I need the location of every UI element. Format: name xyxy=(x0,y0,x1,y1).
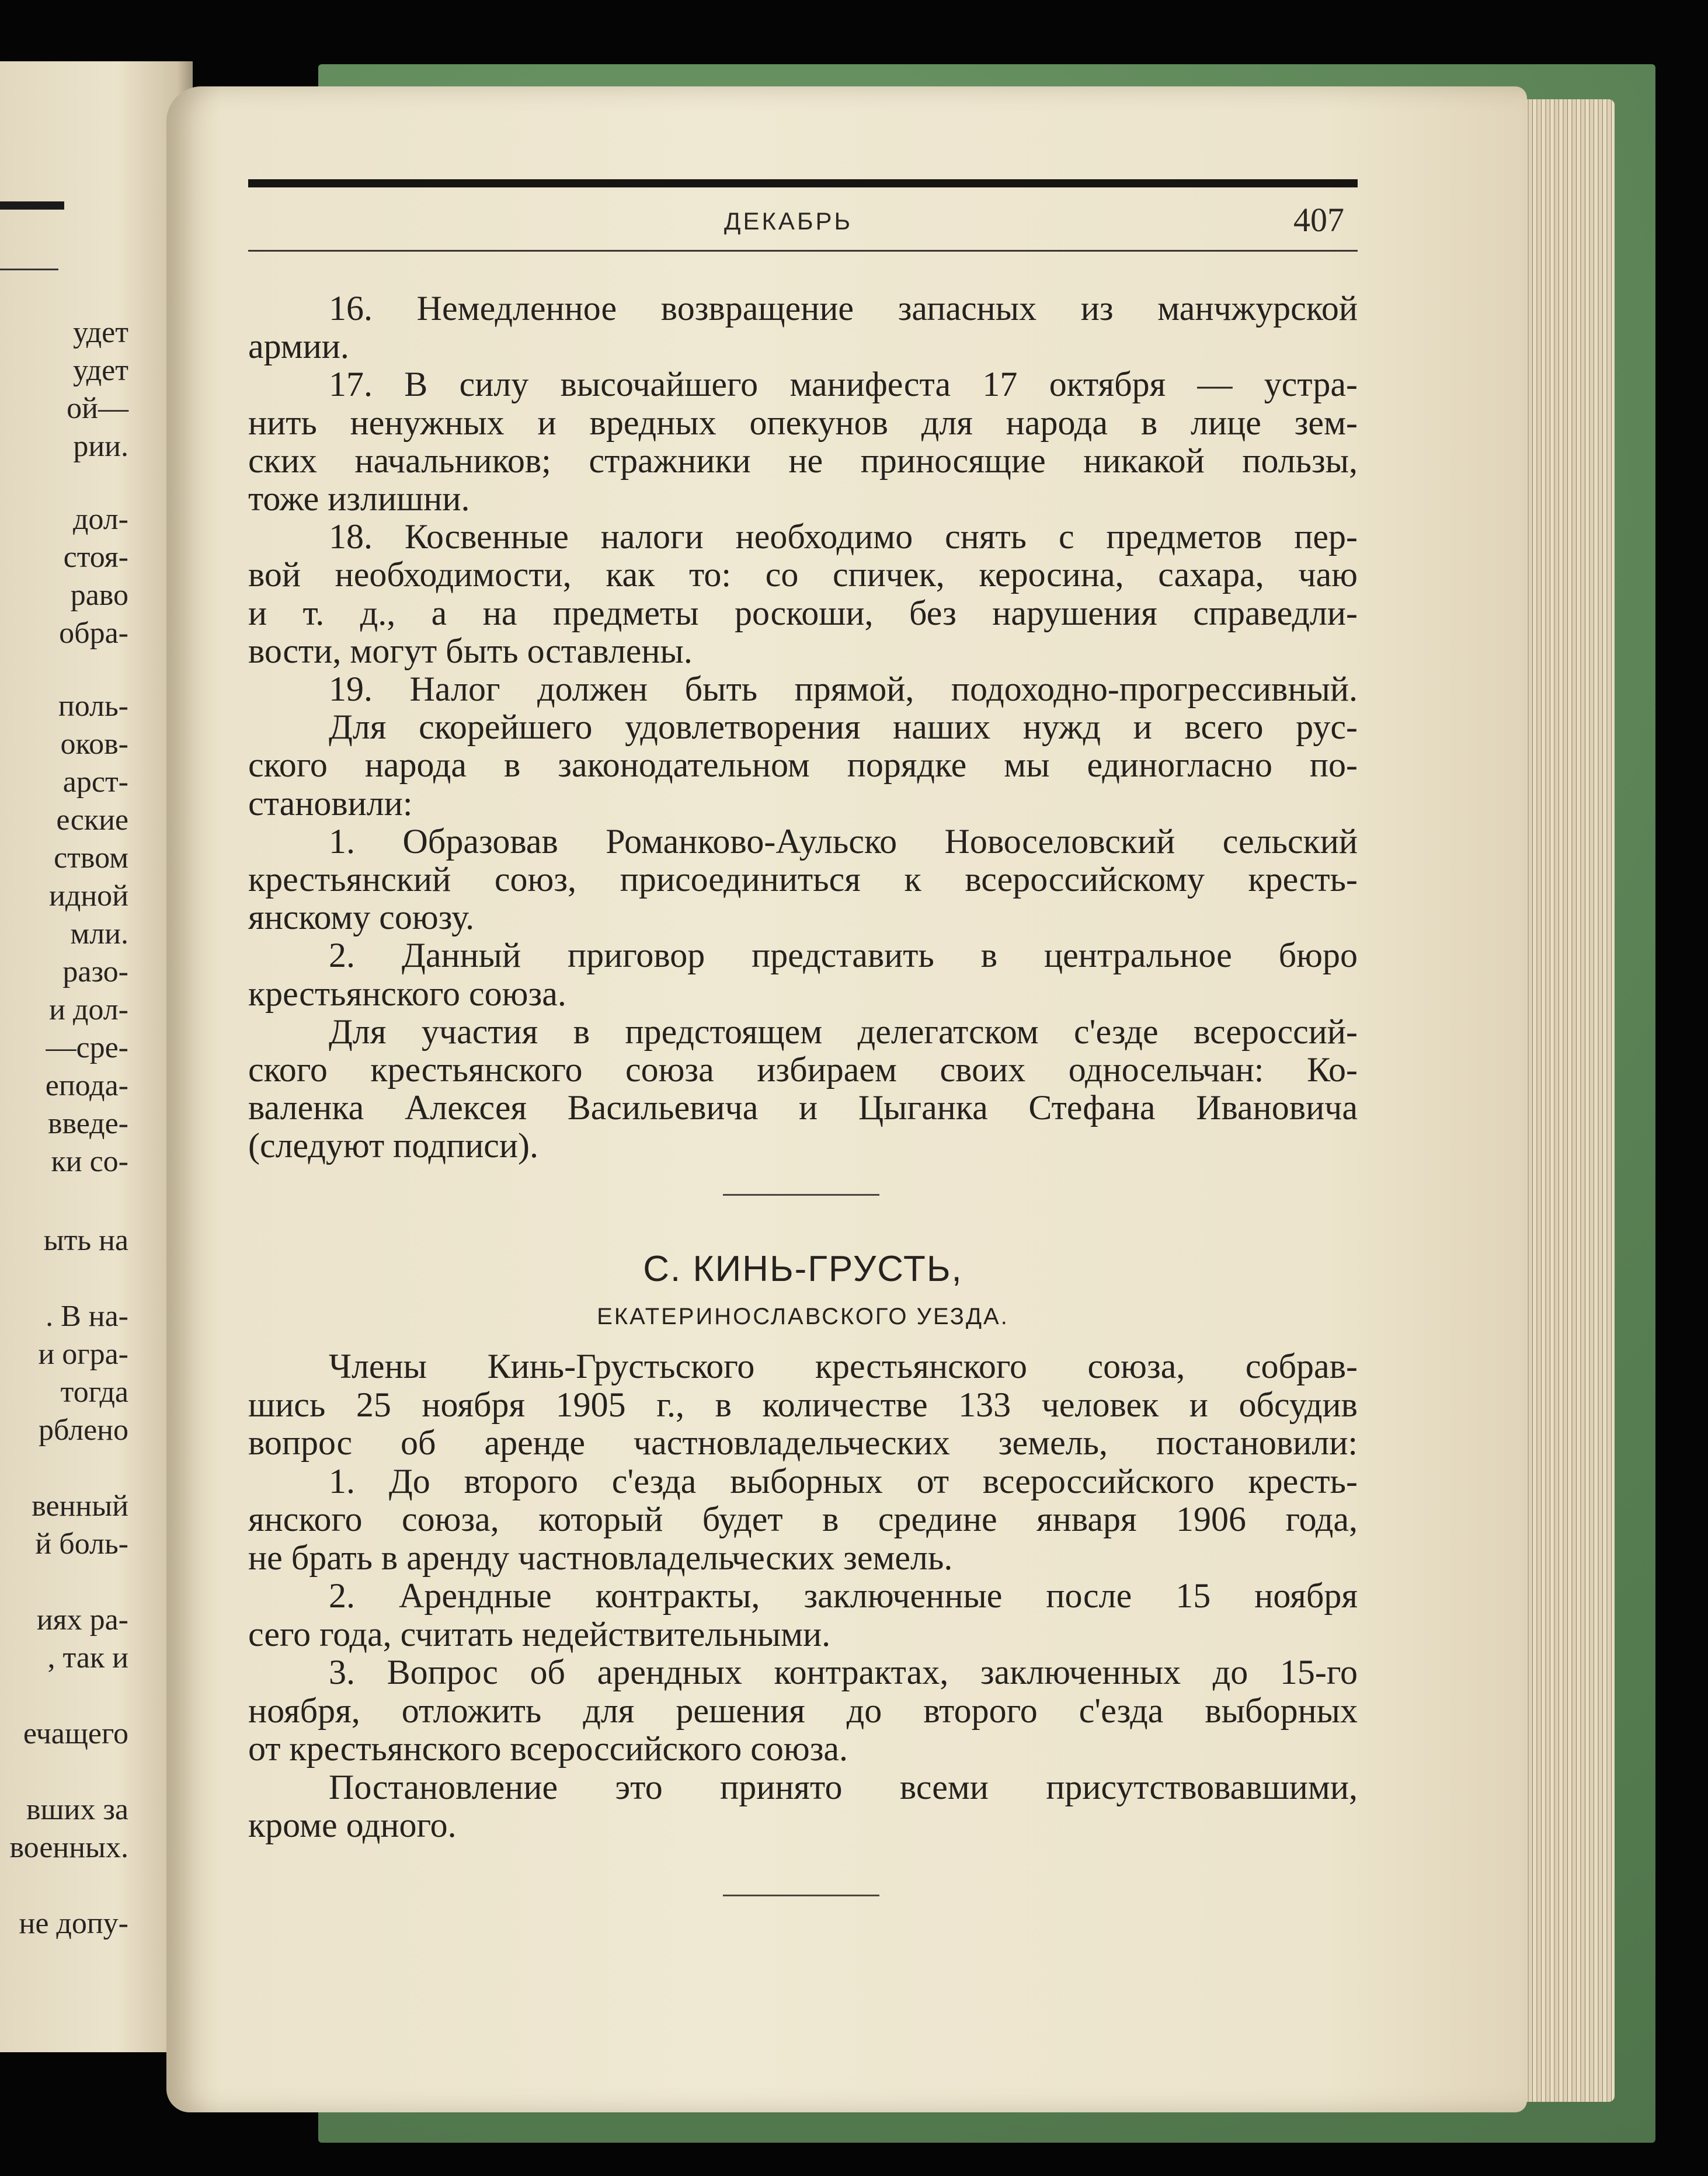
left-fragment-line: удет xyxy=(73,316,128,349)
text-line: ского крестьянского союза избираем своих односельчан: Ко- xyxy=(248,1050,1358,1089)
text-line: валенка Алексея Васильевича и Цыганка Стефана Ивановича xyxy=(248,1088,1358,1127)
section-subtitle: ЕКАТЕРИНОСЛАВСКОГО УЕЗДА. xyxy=(597,1304,1009,1329)
left-fragment-line: епода- xyxy=(45,1069,128,1102)
text-line: Для участия в предстоящем делегатском с'езде всероссий- xyxy=(329,1012,1358,1051)
left-fragment-line: дол- xyxy=(72,503,128,536)
left-fragment-line: арст- xyxy=(62,765,128,799)
text-line: крестьянский союз, присоединиться к всероссийскому кресть- xyxy=(248,860,1358,899)
left-fragment-line: идной xyxy=(49,879,128,913)
text-line: вопрос об аренде частновладельческих земель, постановили: xyxy=(248,1423,1358,1462)
text-line: тоже излишни. xyxy=(248,479,470,518)
left-fragment-line: стоя- xyxy=(63,541,128,574)
text-line: 1. Образовав Романково-Аульско Новоселовский сельский xyxy=(329,821,1358,861)
left-fragment-line: тогда xyxy=(60,1376,128,1409)
left-fragment-line: и огра- xyxy=(38,1338,128,1371)
text-line: вости, могут быть оставлены. xyxy=(248,631,693,670)
section-separator-top xyxy=(723,1194,879,1196)
running-head: ДЕКАБРЬ xyxy=(724,207,853,235)
left-fragment-line: мли. xyxy=(70,917,128,951)
text-line: становили: xyxy=(248,784,413,823)
text-line: (следуют подписи). xyxy=(248,1126,539,1165)
text-line: крестьянского союза. xyxy=(248,974,566,1013)
page-number: 407 xyxy=(1293,201,1344,239)
left-header-rule xyxy=(0,201,64,210)
text-line: Для скорейшего удовлетворения наших нужд и всего рус- xyxy=(329,708,1358,747)
left-fragment-line: оков- xyxy=(60,727,128,761)
text-line: 2. Данный приговор представить в центральное бюро xyxy=(329,936,1358,975)
left-fragment-line: еские xyxy=(56,803,128,837)
text-line: сего года, считать недействительными. xyxy=(248,1614,831,1653)
text-line: Постановление это принято всеми присутствовавшими, xyxy=(329,1767,1358,1806)
left-fragment-line: раво xyxy=(70,579,128,612)
left-fragment-line: иях ра- xyxy=(36,1603,128,1637)
text-line: 3. Вопрос об арендных контрактах, заключенных до 15-го xyxy=(329,1653,1358,1691)
left-thin-rule xyxy=(0,269,58,270)
section-title: С. КИНЬ-ГРУСТЬ, xyxy=(643,1249,963,1289)
left-fragment-line: ки со- xyxy=(51,1145,128,1178)
text-line: Члены Кинь-Грустьского крестьянского союза, собрав- xyxy=(329,1347,1358,1385)
left-fragment-line: , так и xyxy=(47,1641,128,1674)
text-line: кроме одного. xyxy=(248,1806,457,1844)
left-fragment-line: рии. xyxy=(73,430,128,463)
header-thick-rule xyxy=(248,179,1358,187)
left-fragment-line: не допу- xyxy=(19,1907,128,1940)
left-fragment-line: венный xyxy=(32,1489,128,1523)
text-line: 17. В силу высочайшего манифеста 17 октября — устра- xyxy=(329,365,1358,404)
text-line: нить ненужных и вредных опекунов для народа в лице зем- xyxy=(248,403,1358,442)
left-fragment-line: рблено xyxy=(38,1413,128,1447)
left-fragment-line: ством xyxy=(54,841,128,875)
left-fragment-line: ыть на xyxy=(43,1224,128,1257)
left-page xyxy=(0,61,193,2052)
left-fragment-line: . В на- xyxy=(46,1300,128,1333)
text-line: ского народа в законодательном порядке мы единогласно по- xyxy=(248,746,1358,785)
text-line: от крестьянского всероссийского союза. xyxy=(248,1729,848,1768)
text-line: армии. xyxy=(248,327,349,366)
left-fragment-line: введе- xyxy=(47,1107,128,1140)
text-line: и т. д., а на предметы роскоши, без нарушения справедли- xyxy=(248,593,1358,632)
section-separator-bottom xyxy=(723,1895,879,1896)
left-fragment-line: военных. xyxy=(9,1831,128,1864)
text-line: 18. Косвенные налоги необходимо снять с предметов пер- xyxy=(329,517,1358,556)
text-line: шись 25 ноября 1905 г., в количестве 133 человек и обсудив xyxy=(248,1385,1358,1424)
text-line: 16. Немедленное возвращение запасных из манчжурской xyxy=(329,289,1358,328)
text-line: янского союза, который будет в средине января 1906 года, xyxy=(248,1500,1358,1538)
left-fragment-line: вших за xyxy=(26,1793,128,1826)
header-thin-rule xyxy=(248,250,1358,252)
text-line: ских начальников; стражники не приносящие никакой пользы, xyxy=(248,441,1358,480)
left-fragment-line: и дол- xyxy=(49,993,128,1026)
left-fragment-line: ечащего xyxy=(23,1717,128,1750)
left-fragment-line: поль- xyxy=(58,690,128,723)
text-line: 2. Арендные контракты, заключенные после 15 ноября xyxy=(329,1576,1358,1615)
left-fragment-line: й боль- xyxy=(35,1527,128,1561)
text-line: не брать в аренду частновладельческих земель. xyxy=(248,1538,953,1577)
text-line: ноября, отложить для решения до второго с'езда выборных xyxy=(248,1691,1358,1730)
text-line: янскому союзу. xyxy=(248,898,475,937)
text-line: 1. До второго с'езда выборных от всероссийского кресть- xyxy=(329,1461,1358,1500)
left-fragment-line: обра- xyxy=(59,617,128,650)
left-fragment-line: удет xyxy=(73,354,128,387)
left-fragment-line: разо- xyxy=(62,955,128,988)
left-fragment-line: ой— xyxy=(67,392,128,425)
left-fragment-line: —сре- xyxy=(46,1031,128,1064)
text-line: 19. Налог должен быть прямой, подоходно-прогрессивный. xyxy=(329,670,1358,708)
text-line: вой необходимости, как то: со спичек, керосина, сахара, чаю xyxy=(248,555,1358,594)
